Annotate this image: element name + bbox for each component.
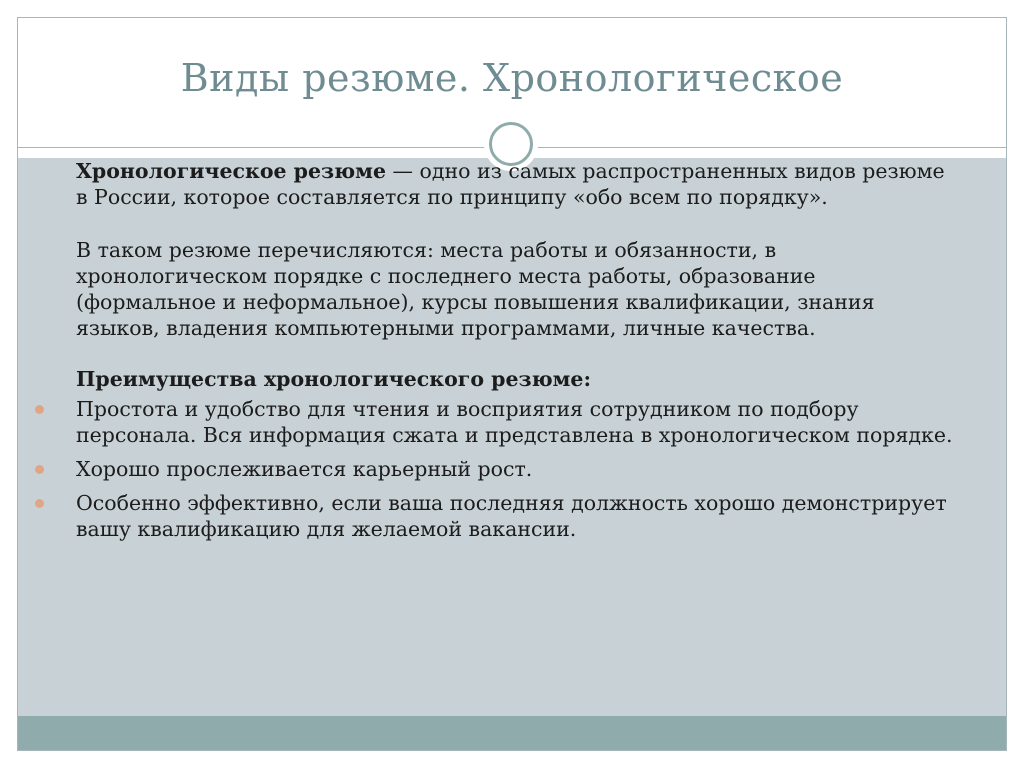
contents-text: В таком резюме перечисляются: места работы и обязанности, в хронологическом порядке с последнего места работы, образование (формальное и неформальное), курсы повышения квалификации, знания языков, владения компьютерными программами, личные качества.: [76, 238, 875, 340]
advantage-text: Хорошо прослеживается карьерный рост.: [76, 457, 533, 481]
slide-body: [56, 158, 956, 550]
list-item: [76, 396, 956, 448]
bullet-icon: [35, 499, 44, 508]
bullet-icon: [35, 465, 44, 474]
advantages-list: [76, 396, 956, 542]
definition-paragraph: [56, 158, 956, 210]
slide-title: Виды резюме. Хронологическое: [180, 56, 844, 100]
list-item: [76, 456, 956, 482]
advantages-section: [56, 366, 956, 542]
bullet-icon: [35, 405, 44, 414]
advantages-heading: Преимущества хронологического резюме:: [76, 367, 592, 391]
definition-term: Хронологическое резюме: [76, 159, 387, 183]
bottom-band: [18, 716, 1006, 751]
definition-text: — одно из самых распространенных видов резюме в России, которое составляется по принципу «обо всем по порядку».: [76, 159, 945, 209]
contents-paragraph: [56, 237, 956, 341]
advantage-text: Особенно эффективно, если ваша последняя должность хорошо демонстрирует вашу квалификацию для желаемой вакансии.: [76, 491, 947, 541]
list-item: [76, 490, 956, 542]
advantage-text: Простота и удобство для чтения и восприятия сотрудником по подбору персонала. Вся информация сжата и представлена в хронологическом порядке.: [76, 397, 953, 447]
